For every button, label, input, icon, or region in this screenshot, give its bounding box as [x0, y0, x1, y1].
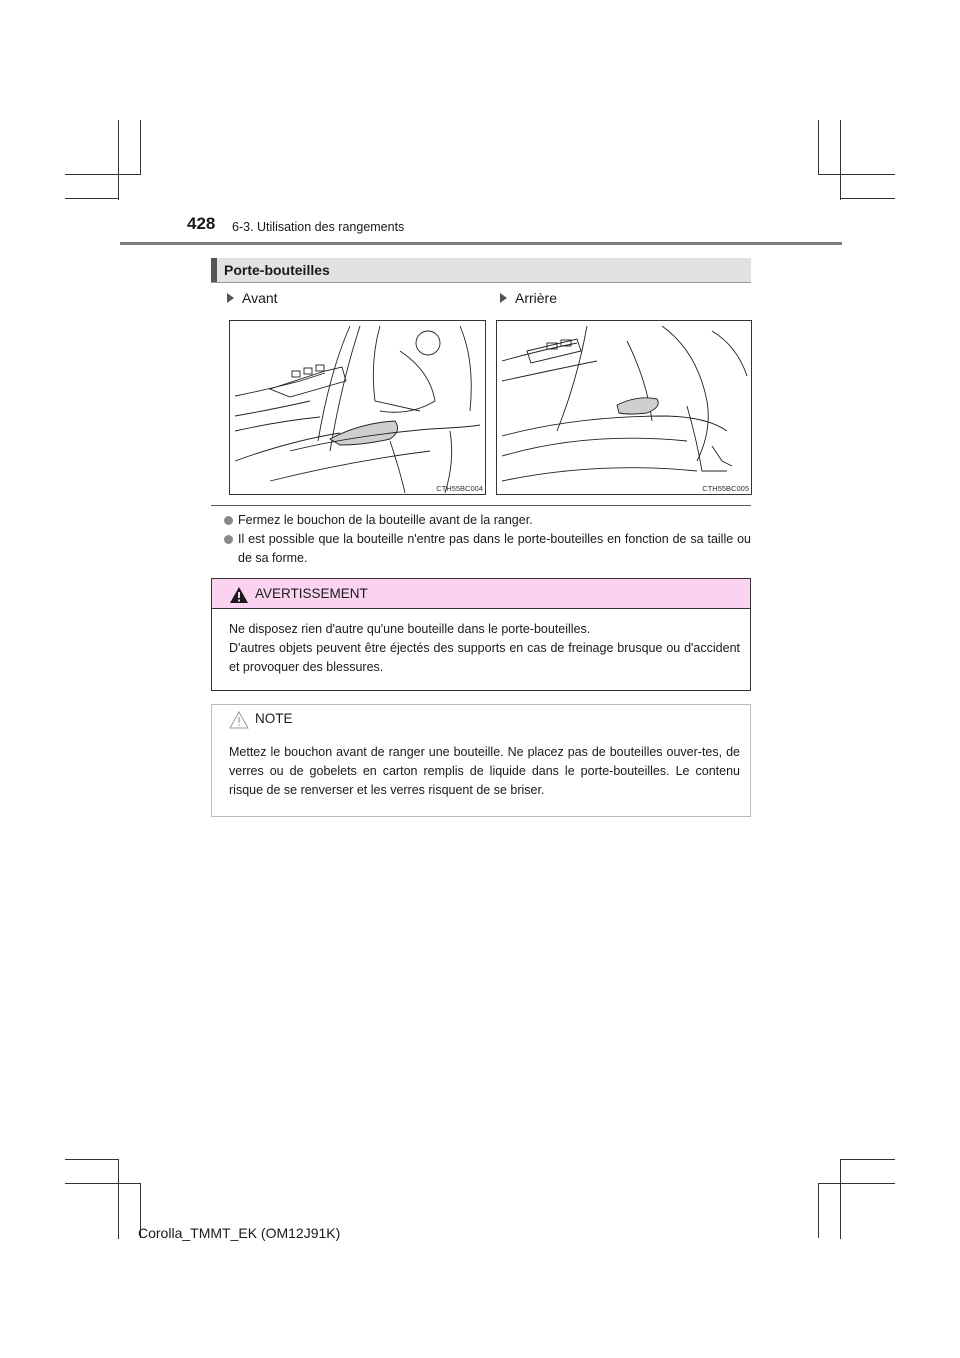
footer-document-id: Corolla_TMMT_EK (OM12J91K): [138, 1225, 341, 1241]
bullet-text: Fermez le bouchon de la bouteille avant de la ranger.: [238, 513, 533, 527]
note-body: Mettez le bouchon avant de ranger une bouteille. Ne placez pas de bouteilles ouver-tes, de verres ou de gobelets en carton remplis de liquide dans le porte-bouteilles. Le contenu risque de se renverser et les verres risquent de se briser.: [229, 745, 740, 797]
section-title-bar: [211, 258, 751, 283]
warning-body: [229, 620, 740, 677]
rear-illustration: [496, 320, 752, 495]
bullet-item: [224, 511, 751, 530]
rear-console-drawing: [497, 321, 751, 494]
figure-rule: [211, 505, 751, 506]
section-accent: [211, 258, 217, 282]
triangle-bullet-icon: [227, 293, 234, 303]
rear-figure-code: CTH55BC005: [702, 484, 749, 493]
front-label: [227, 290, 278, 306]
caution-outline-icon: [229, 711, 249, 729]
note-title: NOTE: [255, 711, 293, 726]
bullet-item: [224, 530, 751, 568]
note-box: [211, 704, 751, 817]
rear-label-text: Arrière: [515, 290, 558, 306]
front-label-text: Avant: [242, 290, 278, 306]
triangle-bullet-icon: [500, 293, 507, 303]
running-head: 6-3. Utilisation des rangements: [232, 220, 405, 234]
warning-title: AVERTISSEMENT: [255, 586, 368, 601]
bullet-dot-icon: [224, 516, 233, 525]
bullet-dot-icon: [224, 535, 233, 544]
page-number: 428: [187, 214, 216, 233]
warning-header: [212, 579, 750, 609]
warning-triangle-icon: [229, 586, 249, 604]
header-rule: [120, 242, 842, 245]
warning-box: [211, 578, 751, 691]
warning-line: D'autres objets peuvent être éjectés des supports en cas de freinage brusque ou d'accident et provoquer des blessures.: [229, 641, 740, 674]
section-title: Porte-bouteilles: [224, 262, 330, 278]
front-console-drawing: [230, 321, 485, 494]
front-figure-code: CTH55BC004: [436, 484, 483, 493]
front-illustration: [229, 320, 486, 495]
rear-label: [500, 290, 557, 306]
warning-line: Ne disposez rien d'autre qu'une bouteille dans le porte-bouteilles.: [229, 622, 591, 636]
bullet-text: Il est possible que la bouteille n'entre pas dans le porte-bouteilles en fonction de sa taille ou de sa forme.: [238, 532, 751, 565]
